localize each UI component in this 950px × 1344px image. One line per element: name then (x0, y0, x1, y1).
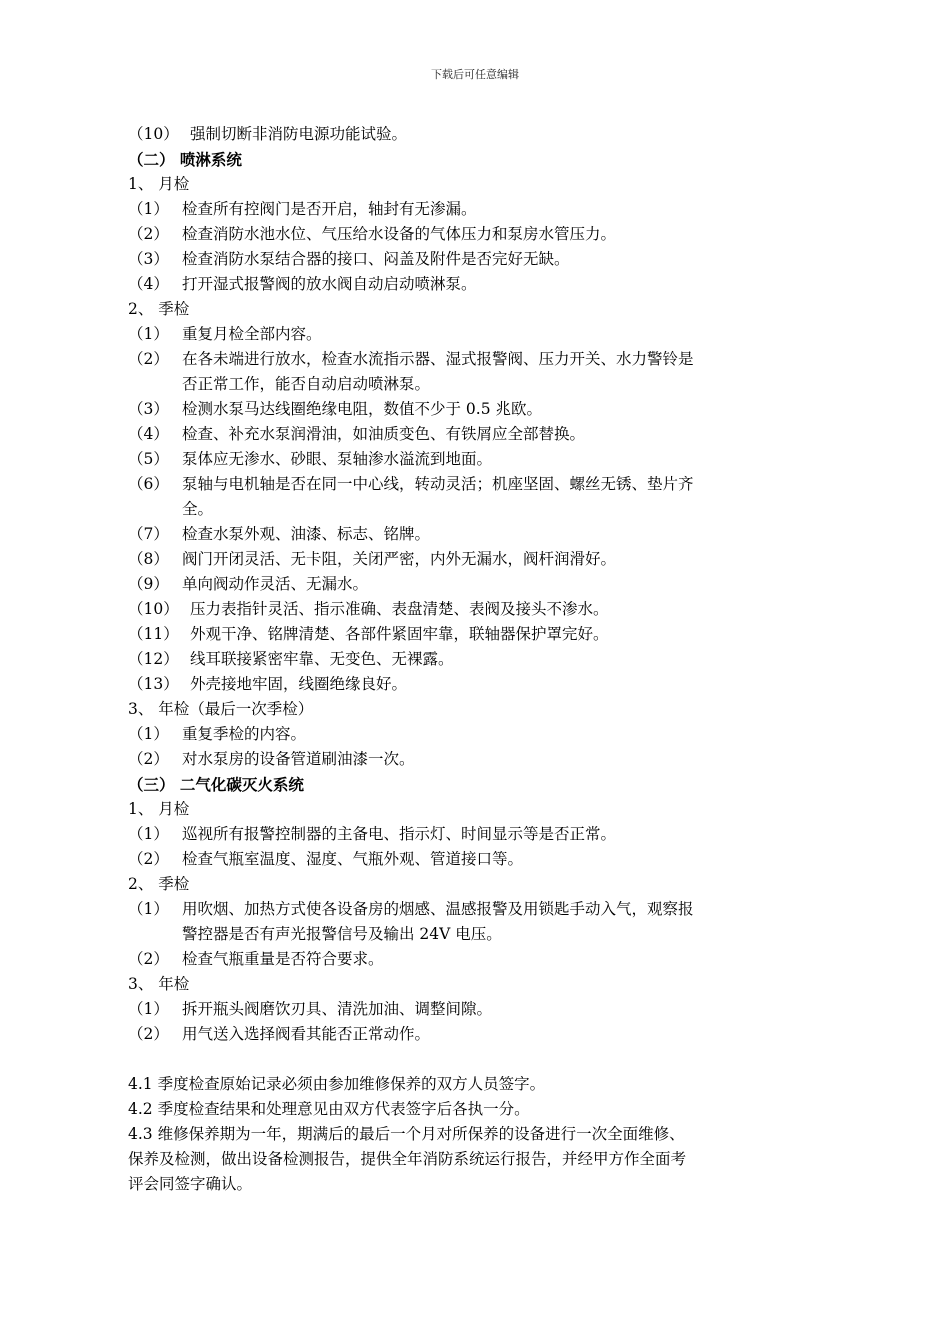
list-item (128, 522, 828, 547)
list-item-continuation: 否正常工作，能否自动启动喷淋泵。 (182, 375, 431, 393)
item-number: （4） (128, 275, 169, 293)
item-number: （1） (128, 1000, 169, 1018)
item-text: 检查气瓶重量是否符合要求。 (182, 950, 384, 968)
list-item (128, 222, 828, 247)
item-number: （12） (128, 650, 179, 668)
blank-line (128, 1047, 828, 1072)
item-text: 阀门开闭灵活、无卡阻，关闭严密，内外无漏水，阀杆润滑好。 (182, 550, 617, 568)
paragraph-line: 保养及检测，做出设备检测报告，提供全年消防系统运行报告，并经甲方作全面考 (128, 1150, 687, 1168)
list-item (128, 597, 828, 622)
item-number: （10） (128, 600, 179, 618)
item-text: 用气送入选择阀看其能否正常动作。 (182, 1025, 431, 1043)
list-item (128, 647, 828, 672)
item-number: （6） (128, 475, 169, 493)
item-number: （13） (128, 675, 179, 693)
subsection-title: 2、 季检 (128, 875, 190, 893)
item-number: （4） (128, 425, 169, 443)
section-heading: （二） 喷淋系统 (128, 150, 242, 169)
list-item (128, 1022, 828, 1047)
item-number: （7） (128, 525, 169, 543)
list-item-continuation: 警控器是否有声光报警信号及输出 24V 电压。 (182, 925, 502, 943)
item-number: （9） (128, 575, 169, 593)
subsection-title: 1、 月检 (128, 175, 190, 193)
item-number: （10） (128, 125, 179, 143)
item-number: （1） (128, 325, 169, 343)
item-text: 检查所有控阀门是否开启，轴封有无渗漏。 (182, 200, 477, 218)
item-number: （2） (128, 1025, 169, 1043)
paragraph-line: 评会同签字确认。 (128, 1175, 253, 1193)
item-number: （1） (128, 200, 169, 218)
list-item (128, 272, 828, 297)
item-text: 打开湿式报警阀的放水阀自动启动喷淋泵。 (182, 275, 477, 293)
item-number: （3） (128, 250, 169, 268)
list-item (128, 897, 828, 922)
list-item (128, 572, 828, 597)
item-text: 巡视所有报警控制器的主备电、指示灯、时间显示等是否正常。 (182, 825, 617, 843)
item-text: 外观干净、铭牌清楚、各部件紧固牢靠，联轴器保护罩完好。 (190, 625, 609, 643)
item-text: 重复月检全部内容。 (182, 325, 322, 343)
item-text: 检查、补充水泵润滑油，如油质变色、有铁屑应全部替换。 (182, 425, 586, 443)
subsection-title: 1、 月检 (128, 800, 190, 818)
list-item (128, 847, 828, 872)
item-text: 在各未端进行放水，检查水流指示器、湿式报警阀、压力开关、水力警铃是 (182, 350, 694, 368)
list-item (128, 247, 828, 272)
item-text: 泵体应无渗水、砂眼、泵轴渗水溢流到地面。 (182, 450, 493, 468)
list-item (128, 422, 828, 447)
item-number: （2） (128, 225, 169, 243)
item-text: 线耳联接紧密牢靠、无变色、无裸露。 (190, 650, 454, 668)
item-number: （2） (128, 850, 169, 868)
paragraph-line: 4.3 维修保养期为一年，期满后的最后一个月对所保养的设备进行一次全面维修、 (128, 1125, 685, 1143)
item-text: 检查消防水池水位、气压给水设备的气体压力和泵房水管压力。 (182, 225, 617, 243)
list-item (128, 672, 828, 697)
paragraph-line: 4.2 季度检查结果和处理意见由双方代表签字后各执一分。 (128, 1100, 530, 1118)
subsection-title: 2、 季检 (128, 300, 190, 318)
list-item (128, 997, 828, 1022)
list-item (128, 622, 828, 647)
item-number: （5） (128, 450, 169, 468)
section-heading: （三） 二气化碳灭火系统 (128, 775, 304, 794)
list-item (128, 472, 828, 497)
item-text: 用吹烟、加热方式使各设备房的烟感、温感报警及用锁匙手动入气，观察报 (182, 900, 694, 918)
list-item (128, 947, 828, 972)
list-item (128, 347, 828, 372)
item-number: （2） (128, 950, 169, 968)
list-item (128, 122, 828, 147)
list-item (128, 722, 828, 747)
paragraph-line: 4.1 季度检查原始记录必须由参加维修保养的双方人员签字。 (128, 1075, 546, 1093)
list-item (128, 197, 828, 222)
list-item (128, 747, 828, 772)
page-header-note: 下载后可任意编辑 (431, 68, 519, 81)
item-text: 重复季检的内容。 (182, 725, 307, 743)
item-text: 泵轴与电机轴是否在同一中心线，转动灵活；机座坚固、螺丝无锈、垫片齐 (182, 475, 694, 493)
list-item (128, 397, 828, 422)
list-item (128, 322, 828, 347)
item-text: 检测水泵马达线圈绝缘电阻，数值不少于 0.5 兆欧。 (182, 400, 543, 418)
item-number: （1） (128, 825, 169, 843)
item-number: （1） (128, 725, 169, 743)
list-item-continuation: 全。 (182, 500, 214, 518)
list-item (128, 547, 828, 572)
item-text: 对水泵房的设备管道刷油漆一次。 (182, 750, 415, 768)
item-text: 单向阀动作灵活、无漏水。 (182, 575, 369, 593)
item-text: 强制切断非消防电源功能试验。 (190, 125, 408, 143)
item-number: （8） (128, 550, 169, 568)
list-item (128, 447, 828, 472)
item-number: （1） (128, 900, 169, 918)
list-item (128, 822, 828, 847)
item-number: （11） (128, 625, 179, 643)
item-text: 拆开瓶头阀磨饮刃具、清洗加油、调整间隙。 (182, 1000, 493, 1018)
item-text: 压力表指针灵活、指示准确、表盘清楚、表阀及接头不渗水。 (190, 600, 609, 618)
item-text: 外壳接地牢固，线圈绝缘良好。 (190, 675, 408, 693)
item-number: （2） (128, 350, 169, 368)
item-number: （2） (128, 750, 169, 768)
item-text: 检查气瓶室温度、湿度、气瓶外观、管道接口等。 (182, 850, 524, 868)
item-text: 检查水泵外观、油漆、标志、铭牌。 (182, 525, 431, 543)
item-number: （3） (128, 400, 169, 418)
subsection-title: 3、 年检（最后一次季检） (128, 700, 314, 718)
document-body (128, 122, 828, 1197)
item-text: 检查消防水泵结合器的接口、闷盖及附件是否完好无缺。 (182, 250, 570, 268)
subsection-title: 3、 年检 (128, 975, 190, 993)
